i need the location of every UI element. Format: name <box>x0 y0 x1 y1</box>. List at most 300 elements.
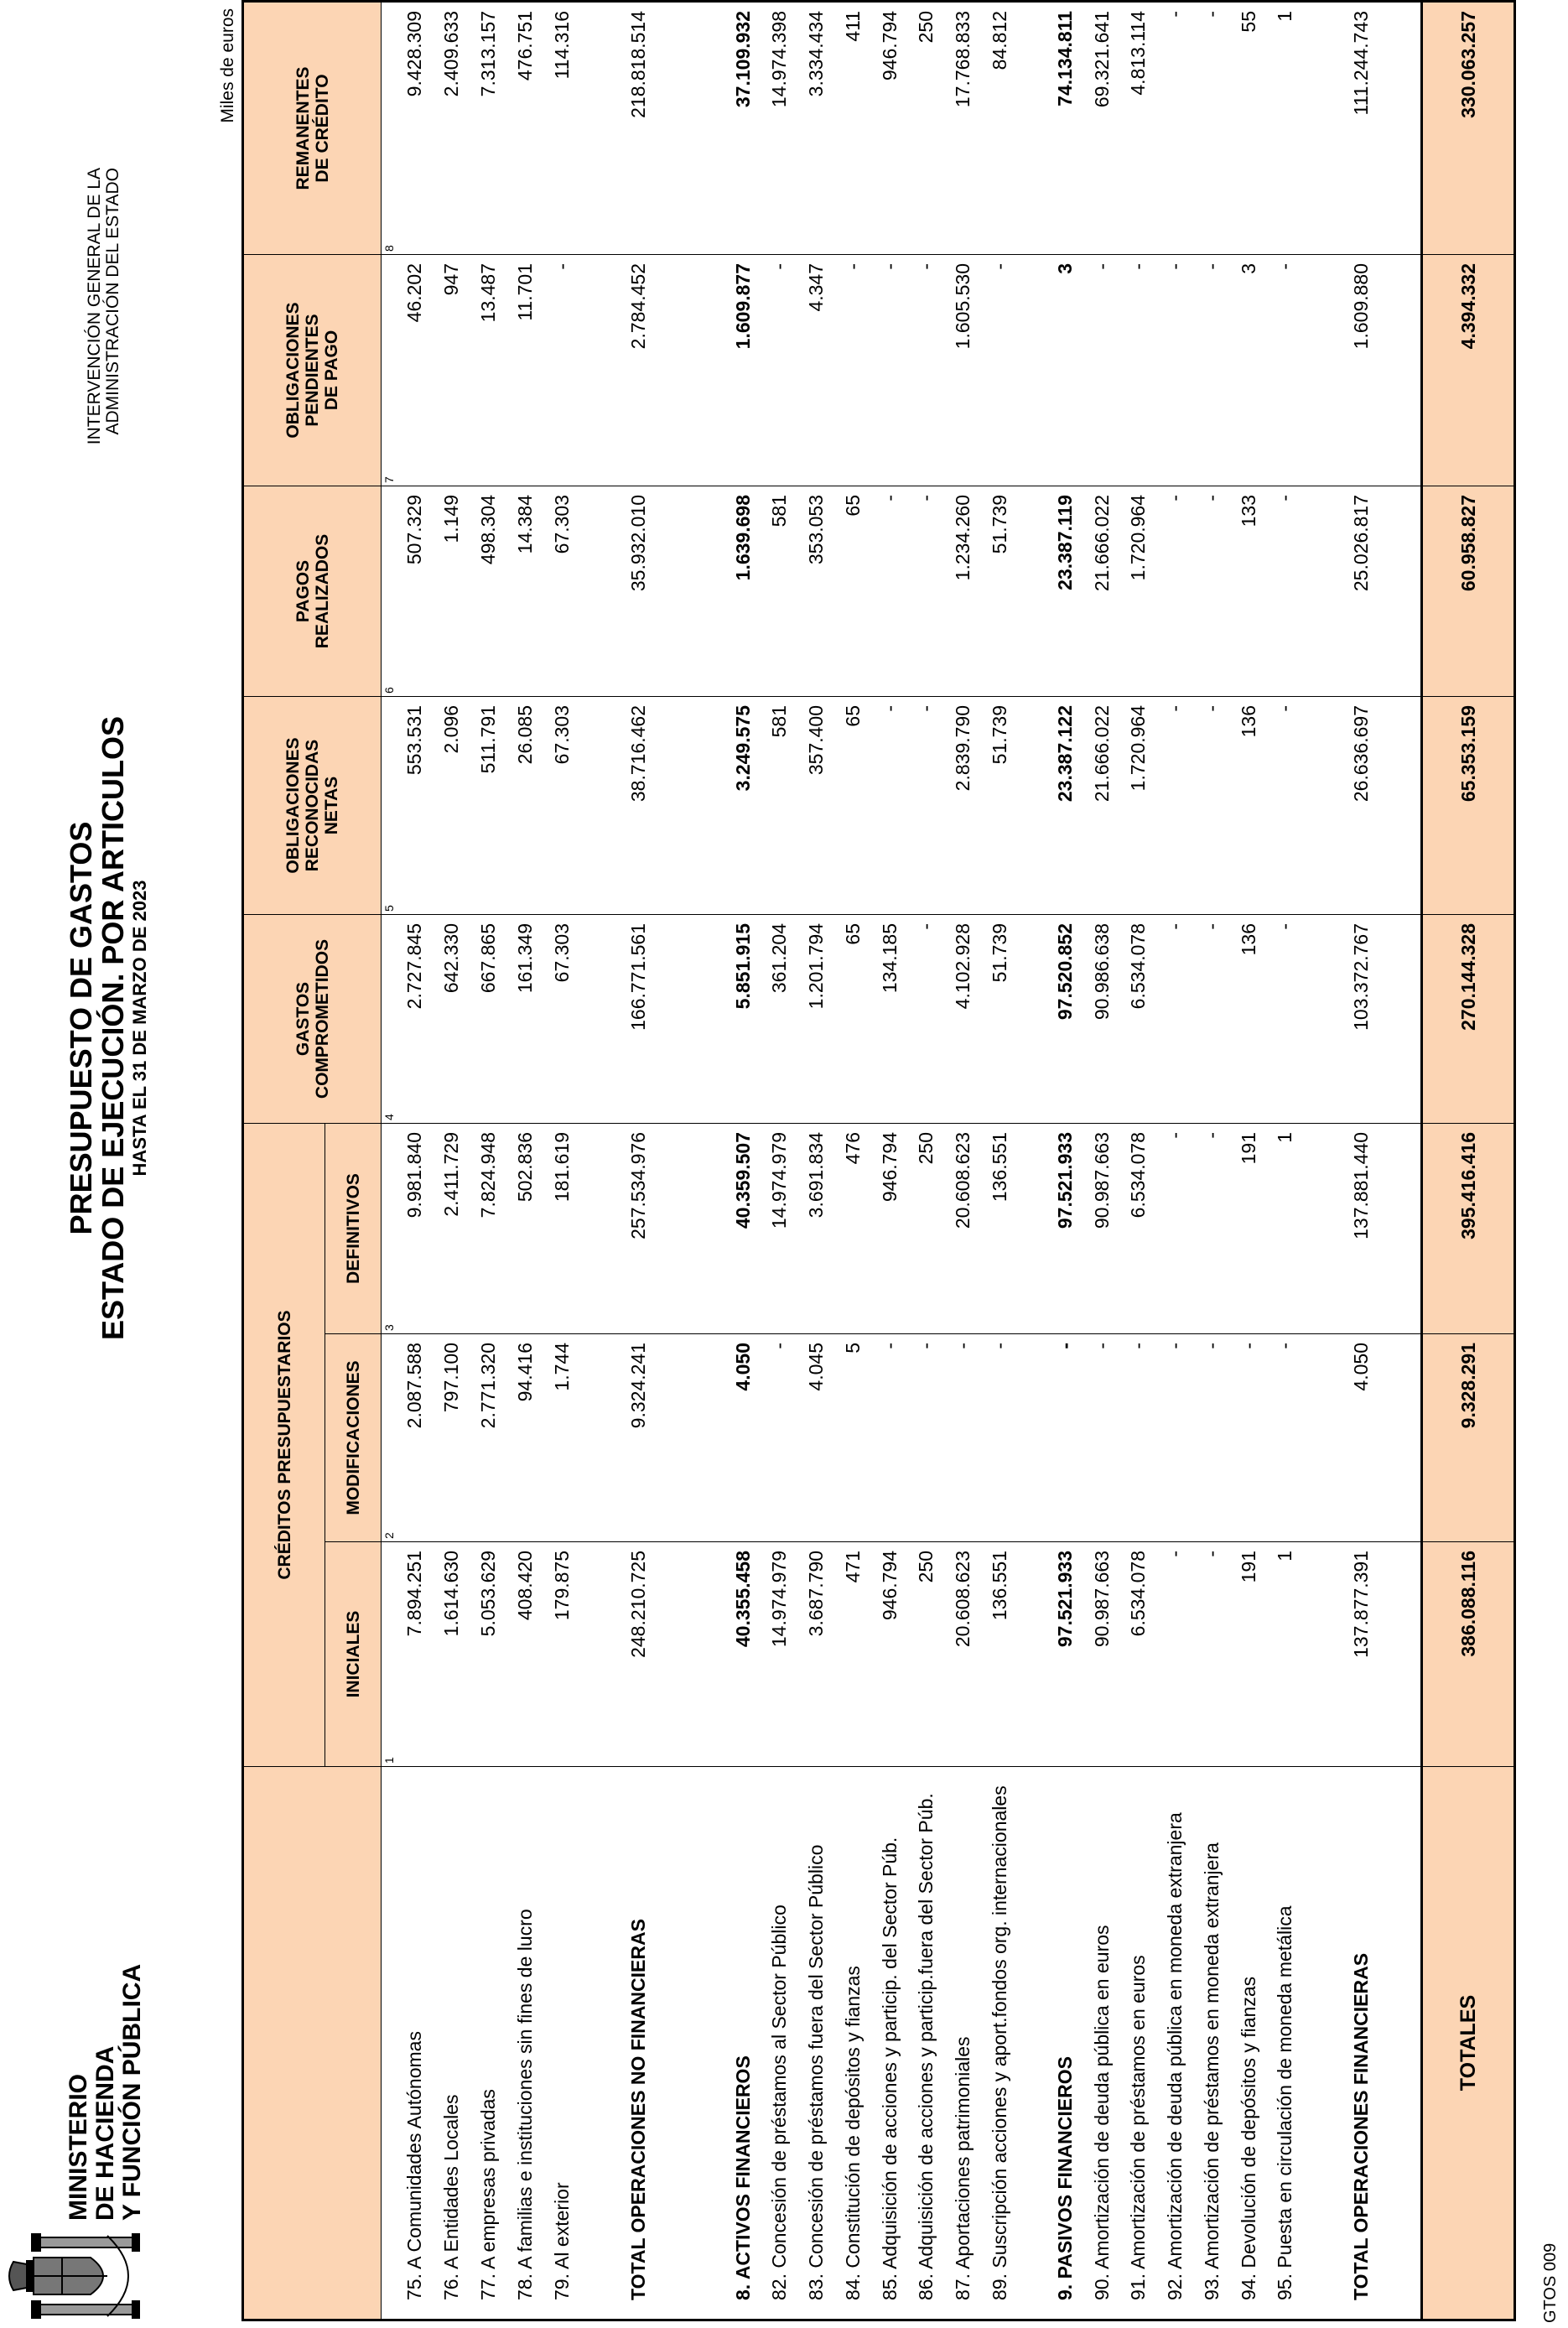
spacer-cell <box>696 254 724 486</box>
spacer-cell <box>1304 486 1332 696</box>
spacer-cell <box>1018 914 1046 1123</box>
spacer-cell <box>667 1334 696 1542</box>
row-value: 137.877.391 <box>1332 1542 1392 1767</box>
table-row <box>397 1 434 2320</box>
row-value: 667.865 <box>470 914 507 1123</box>
row-value: 9.324.241 <box>609 1334 668 1542</box>
spacer-cell <box>1304 914 1332 1123</box>
report-title: PRESUPUESTO DE GASTOS <box>64 821 98 1235</box>
spacer-cell <box>696 1767 724 2320</box>
row-value: 581 <box>761 486 798 696</box>
row-value: - <box>1193 696 1230 914</box>
row-value: 4.050 <box>1332 1334 1392 1542</box>
table-body <box>397 1 1422 2320</box>
row-label: 86. Adquisición de acciones y particip.fuera del Sector Púb. <box>908 1767 945 2320</box>
row-value: 502.836 <box>506 1123 543 1333</box>
table-row <box>945 1 982 2320</box>
spacer-row <box>1391 1 1421 2320</box>
column-number: 2 <box>382 1334 397 1542</box>
row-label: 90. Amortización de deuda pública en euros <box>1083 1767 1120 2320</box>
row-label: 9. PASIVOS FINANCIEROS <box>1046 1767 1083 2320</box>
row-value: 40.355.458 <box>724 1542 761 1767</box>
row-value: 14.384 <box>506 486 543 696</box>
row-value: 476 <box>835 1123 872 1333</box>
row-value: 1.609.880 <box>1332 254 1392 486</box>
spacer-cell <box>580 1334 609 1542</box>
row-value: 2.784.452 <box>609 254 668 486</box>
table-row <box>761 1 798 2320</box>
row-value: 35.932.010 <box>609 486 668 696</box>
row-value: 5 <box>835 1334 872 1542</box>
row-value: 408.420 <box>506 1542 543 1767</box>
spacer-cell <box>580 1123 609 1333</box>
row-label: TOTAL OPERACIONES NO FINANCIERAS <box>609 1767 668 2320</box>
row-value: 21.666.022 <box>1083 486 1120 696</box>
spacer-cell <box>1304 696 1332 914</box>
row-value: 40.359.507 <box>724 1123 761 1333</box>
row-value: - <box>1120 1334 1157 1542</box>
spacer-cell <box>696 1 724 254</box>
obligaciones-header-line-1: OBLIGACIONES <box>283 737 303 874</box>
definitivos-header: DEFINITIVOS <box>325 1123 382 1333</box>
spacer-cell <box>667 914 696 1123</box>
report-subtitle: ESTADO DE EJECUCIÓN. POR ARTICULOS <box>96 715 130 1341</box>
spacer-row <box>667 1 696 2320</box>
spacer-cell <box>1391 914 1421 1123</box>
row-value: - <box>1193 1123 1230 1333</box>
gastos-header <box>243 914 382 1123</box>
row-value: 9.428.309 <box>397 1 434 254</box>
table-row <box>1120 1 1157 2320</box>
spacer-cell <box>1018 696 1046 914</box>
row-value: - <box>543 254 580 486</box>
row-value: 2.771.320 <box>470 1334 507 1542</box>
obligaciones-header-line-2: RECONOCIDAS <box>303 739 322 872</box>
row-value: 161.349 <box>506 914 543 1123</box>
row-value: - <box>1157 914 1194 1123</box>
row-value: - <box>908 696 945 914</box>
row-value: 97.521.933 <box>1046 1123 1083 1333</box>
row-value: 1.744 <box>543 1334 580 1542</box>
row-value: - <box>1193 1334 1230 1542</box>
subtotal-row <box>609 1 668 2320</box>
row-value: 65 <box>835 696 872 914</box>
row-value: - <box>908 1334 945 1542</box>
spacer-cell <box>667 1 696 254</box>
row-value: 4.102.928 <box>945 914 982 1123</box>
spacer-cell <box>1018 486 1046 696</box>
modificaciones-header: MODIFICACIONES <box>325 1334 382 1542</box>
row-value: 166.771.561 <box>609 914 668 1123</box>
report-title-block <box>65 567 151 1489</box>
row-value: 498.304 <box>470 486 507 696</box>
row-value: 90.986.638 <box>1083 914 1120 1123</box>
row-value: 2.087.588 <box>397 1334 434 1542</box>
row-value: - <box>871 254 908 486</box>
table-row <box>506 1 543 2320</box>
row-value: 2.411.729 <box>434 1123 470 1333</box>
row-value: 103.372.767 <box>1332 914 1392 1123</box>
spacer-cell <box>1018 254 1046 486</box>
spacer-cell <box>1304 1542 1332 1767</box>
row-value: 2.096 <box>434 696 470 914</box>
row-label: 8. ACTIVOS FINANCIEROS <box>724 1767 761 2320</box>
row-value: - <box>1193 1542 1230 1767</box>
row-value: 3.691.834 <box>798 1123 835 1333</box>
row-value: 94.416 <box>506 1334 543 1542</box>
row-value: 250 <box>908 1542 945 1767</box>
pagos-header-line-1: PAGOS <box>293 559 313 623</box>
row-label: 85. Adquisición de acciones y particip. del Sector Púb. <box>871 1767 908 2320</box>
pagos-header-line-2: REALIZADOS <box>312 533 332 649</box>
spacer-cell <box>1018 1334 1046 1542</box>
row-value: 90.987.663 <box>1083 1542 1120 1767</box>
obligaciones-header-line-3: NETAS <box>322 776 341 835</box>
column-number: 4 <box>382 914 397 1123</box>
row-value: - <box>1267 1334 1304 1542</box>
row-value: 642.330 <box>434 914 470 1123</box>
spacer-row <box>696 1 724 2320</box>
units-label: Miles de euros <box>218 8 237 123</box>
row-label: 79. Al exterior <box>543 1767 580 2320</box>
row-value: 3.687.790 <box>798 1542 835 1767</box>
row-value: - <box>908 254 945 486</box>
spacer-cell <box>667 696 696 914</box>
table-row <box>982 1 1019 2320</box>
gastos-header-line-2: COMPROMETIDOS <box>312 938 332 1099</box>
row-value: 17.768.833 <box>945 1 982 254</box>
totals-value: 60.958.827 <box>1422 486 1515 696</box>
row-value: 69.321.641 <box>1083 1 1120 254</box>
totals-value: 65.353.159 <box>1422 696 1515 914</box>
ministry-name <box>65 1964 146 2221</box>
row-value: 26.636.697 <box>1332 696 1392 914</box>
row-value: - <box>1267 486 1304 696</box>
row-value: - <box>1157 1 1194 254</box>
budget-table <box>241 0 1516 2321</box>
table-row <box>871 1 908 2320</box>
row-value: 136 <box>1230 696 1267 914</box>
row-value: 20.608.623 <box>945 1542 982 1767</box>
row-value: 67.303 <box>543 486 580 696</box>
row-value: 20.608.623 <box>945 1123 982 1333</box>
row-label: 84. Constitución de depósitos y fianzas <box>835 1767 872 2320</box>
totals-value: 9.328.291 <box>1422 1334 1515 1542</box>
spacer-cell <box>580 1 609 254</box>
row-value: 181.619 <box>543 1123 580 1333</box>
row-value: 511.791 <box>470 696 507 914</box>
row-value: 476.751 <box>506 1 543 254</box>
spacer-cell <box>580 1542 609 1767</box>
gastos-header-line-1: GASTOS <box>293 981 313 1057</box>
table-row <box>1267 1 1304 2320</box>
column-number: 8 <box>382 1 397 254</box>
column-number: 5 <box>382 696 397 914</box>
row-value: 2.727.845 <box>397 914 434 1123</box>
row-value: 134.185 <box>871 914 908 1123</box>
row-value: 191 <box>1230 1123 1267 1333</box>
row-value: 257.534.976 <box>609 1123 668 1333</box>
row-value: 250 <box>908 1 945 254</box>
row-value: 84.812 <box>982 1 1019 254</box>
row-value: - <box>1267 914 1304 1123</box>
row-value: 946.794 <box>871 1123 908 1333</box>
row-value: 65 <box>835 914 872 1123</box>
spacer-cell <box>1304 254 1332 486</box>
row-value: 353.053 <box>798 486 835 696</box>
row-value: 3.334.434 <box>798 1 835 254</box>
row-value: 6.534.078 <box>1120 1123 1157 1333</box>
row-value: - <box>1157 1334 1194 1542</box>
row-value: 46.202 <box>397 254 434 486</box>
row-label: 89. Suscripción acciones y aport.fondos org. internacionales <box>982 1767 1019 2320</box>
row-value: - <box>1157 1123 1194 1333</box>
row-value: 553.531 <box>397 696 434 914</box>
row-value: 25.026.817 <box>1332 486 1392 696</box>
ministry-line-1: MINISTERIO <box>65 2073 92 2221</box>
row-value: 5.053.629 <box>470 1542 507 1767</box>
row-value: 97.521.933 <box>1046 1542 1083 1767</box>
row-value: 1 <box>1267 1542 1304 1767</box>
row-value: 3.249.575 <box>724 696 761 914</box>
row-label: 94. Devolución de depósitos y fianzas <box>1230 1767 1267 2320</box>
remanentes-header <box>243 1 382 254</box>
table-row <box>835 1 872 2320</box>
table-row <box>798 1 835 2320</box>
spacer-cell <box>580 914 609 1123</box>
totals-value: 270.144.328 <box>1422 914 1515 1123</box>
row-value: 1 <box>1267 1 1304 254</box>
agency-line-1: INTERVENCIÓN GENERAL DE LA <box>85 168 104 445</box>
row-value: 14.974.979 <box>761 1123 798 1333</box>
row-value: 136.551 <box>982 1123 1019 1333</box>
spacer-cell <box>1391 1334 1421 1542</box>
row-value: 1 <box>1267 1123 1304 1333</box>
row-value: - <box>982 254 1019 486</box>
row-value: 357.400 <box>798 696 835 914</box>
totals-value: 330.063.257 <box>1422 1 1515 254</box>
pagos-header <box>243 486 382 696</box>
row-label: 77. A empresas privadas <box>470 1767 507 2320</box>
spacer-cell <box>1391 1123 1421 1333</box>
remanentes-header-line-2: DE CRÉDITO <box>312 74 332 183</box>
row-value: 797.100 <box>434 1334 470 1542</box>
spacer-row <box>1018 1 1046 2320</box>
row-value: 23.387.119 <box>1046 486 1083 696</box>
row-label: 92. Amortización de deuda pública en moneda extranjera <box>1157 1767 1194 2320</box>
row-value: - <box>1193 486 1230 696</box>
row-value: 111.244.743 <box>1332 1 1392 254</box>
row-value: - <box>1267 254 1304 486</box>
row-label: 93. Amortización de préstamos en moneda extranjera <box>1193 1767 1230 2320</box>
creditos-header: CRÉDITOS PRESUPUESTARIOS <box>243 1123 325 1766</box>
spacer-cell <box>580 486 609 696</box>
spacer-cell <box>1304 1767 1332 2320</box>
row-value: - <box>1083 254 1120 486</box>
spacer-cell <box>580 254 609 486</box>
spacer-cell <box>1391 1767 1421 2320</box>
spacer-cell <box>1391 696 1421 914</box>
chapter-row <box>724 1 761 2320</box>
totals-value: 4.394.332 <box>1422 254 1515 486</box>
row-value: 1.720.964 <box>1120 696 1157 914</box>
row-value: 471 <box>835 1542 872 1767</box>
coat-of-arms-icon <box>7 2232 174 2320</box>
row-value: - <box>871 1334 908 1542</box>
row-value: 133 <box>1230 486 1267 696</box>
spacer-cell <box>1391 254 1421 486</box>
row-value: - <box>1193 254 1230 486</box>
spacer-cell <box>667 1542 696 1767</box>
table-row <box>1157 1 1194 2320</box>
row-value: - <box>1157 696 1194 914</box>
row-value: 4.813.114 <box>1120 1 1157 254</box>
row-value: 51.739 <box>982 486 1019 696</box>
row-value: 3 <box>1046 254 1083 486</box>
spacer-cell <box>1391 1542 1421 1767</box>
description-header <box>243 1767 382 2320</box>
row-value: 26.085 <box>506 696 543 914</box>
table-row <box>908 1 945 2320</box>
iniciales-header: INICIALES <box>325 1542 382 1767</box>
row-value: - <box>1157 1542 1194 1767</box>
row-value: 3 <box>1230 254 1267 486</box>
ministry-line-3: Y FUNCIÓN PÚBLICA <box>118 1963 146 2221</box>
row-value: 2.839.790 <box>945 696 982 914</box>
pendientes-header <box>243 254 382 486</box>
spacer-cell <box>1018 1 1046 254</box>
row-value: 137.881.440 <box>1332 1123 1392 1333</box>
ministry-line-2: DE HACIENDA <box>91 2045 119 2221</box>
spacer-row <box>580 1 609 2320</box>
spacer-cell <box>1304 1334 1332 1542</box>
row-value: - <box>871 486 908 696</box>
row-value: 507.329 <box>397 486 434 696</box>
row-value: 55 <box>1230 1 1267 254</box>
row-value: 2.409.633 <box>434 1 470 254</box>
row-value: 14.974.979 <box>761 1542 798 1767</box>
column-number-blank <box>382 1767 397 2320</box>
row-value: 1.201.794 <box>798 914 835 1123</box>
row-value: 1.614.630 <box>434 1542 470 1767</box>
row-value: 191 <box>1230 1542 1267 1767</box>
row-label: 87. Aportaciones patrimoniales <box>945 1767 982 2320</box>
spacer-cell <box>667 486 696 696</box>
row-value: 7.894.251 <box>397 1542 434 1767</box>
column-number-row <box>382 1 397 2320</box>
totals-row <box>1422 1 1515 2320</box>
column-number: 1 <box>382 1542 397 1767</box>
row-value: 1.720.964 <box>1120 486 1157 696</box>
row-value: 136.551 <box>982 1542 1019 1767</box>
agency-block <box>86 168 122 444</box>
pendientes-header-line-2: PENDIENTES <box>303 314 322 427</box>
row-value: 1.149 <box>434 486 470 696</box>
row-value: 51.739 <box>982 696 1019 914</box>
row-label: 82. Concesión de préstamos al Sector Público <box>761 1767 798 2320</box>
spacer-cell <box>1018 1123 1046 1333</box>
spacer-cell <box>696 914 724 1123</box>
pendientes-header-line-3: DE PAGO <box>322 330 341 411</box>
row-value: 250 <box>908 1123 945 1333</box>
row-value: 947 <box>434 254 470 486</box>
row-value: 218.818.514 <box>609 1 668 254</box>
spacer-cell <box>696 1542 724 1767</box>
spacer-cell <box>667 254 696 486</box>
row-value: 4.050 <box>724 1334 761 1542</box>
row-value: 38.716.462 <box>609 696 668 914</box>
row-value: 179.875 <box>543 1542 580 1767</box>
chapter-row <box>1046 1 1083 2320</box>
row-value: 5.851.915 <box>724 914 761 1123</box>
pendientes-header-line-1: OBLIGACIONES <box>283 302 303 439</box>
row-value: - <box>871 696 908 914</box>
row-value: 14.974.398 <box>761 1 798 254</box>
column-number: 3 <box>382 1123 397 1333</box>
row-value: 13.487 <box>470 254 507 486</box>
row-value: - <box>835 254 872 486</box>
subtotal-row <box>1332 1 1392 2320</box>
row-label: 95. Puesta en circulación de moneda metálica <box>1267 1767 1304 2320</box>
row-value: 23.387.122 <box>1046 696 1083 914</box>
table-row <box>434 1 470 2320</box>
table-row <box>1230 1 1267 2320</box>
row-value: - <box>1193 914 1230 1123</box>
row-value: 21.666.022 <box>1083 696 1120 914</box>
row-value: 67.303 <box>543 696 580 914</box>
agency-line-2: ADMINISTRACIÓN DEL ESTADO <box>103 168 122 435</box>
row-value: 361.204 <box>761 914 798 1123</box>
row-value: 11.701 <box>506 254 543 486</box>
row-value: - <box>761 254 798 486</box>
row-value: 1.639.698 <box>724 486 761 696</box>
row-label: 83. Concesión de préstamos fuera del Sector Público <box>798 1767 835 2320</box>
row-value: 4.347 <box>798 254 835 486</box>
row-value: 248.210.725 <box>609 1542 668 1767</box>
row-value: 114.316 <box>543 1 580 254</box>
row-value: 97.520.852 <box>1046 914 1083 1123</box>
row-value: - <box>1120 254 1157 486</box>
row-value: 946.794 <box>871 1542 908 1767</box>
spacer-cell <box>1018 1542 1046 1767</box>
row-value: 7.313.157 <box>470 1 507 254</box>
row-label: 75. A Comunidades Autónomas <box>397 1767 434 2320</box>
row-label: 78. A familias e instituciones sin fines de lucro <box>506 1767 543 2320</box>
spacer-cell <box>696 696 724 914</box>
spacer-cell <box>1018 1767 1046 2320</box>
spacer-cell <box>667 1123 696 1333</box>
spacer-cell <box>696 1334 724 1542</box>
table-row <box>1193 1 1230 2320</box>
row-value: - <box>1193 1 1230 254</box>
spacer-cell <box>1304 1 1332 254</box>
row-value: 6.534.078 <box>1120 914 1157 1123</box>
row-value: - <box>761 1334 798 1542</box>
column-number: 7 <box>382 254 397 486</box>
spacer-cell <box>1391 1 1421 254</box>
row-value: 136 <box>1230 914 1267 1123</box>
spacer-cell <box>696 486 724 696</box>
row-label: 91. Amortización de préstamos en euros <box>1120 1767 1157 2320</box>
row-value: 581 <box>761 696 798 914</box>
spacer-cell <box>580 1767 609 2320</box>
row-value: - <box>982 1334 1019 1542</box>
row-value: 1.234.260 <box>945 486 982 696</box>
row-value: 1.609.877 <box>724 254 761 486</box>
row-value: 1.605.530 <box>945 254 982 486</box>
row-value: 67.303 <box>543 914 580 1123</box>
row-value: 37.109.932 <box>724 1 761 254</box>
